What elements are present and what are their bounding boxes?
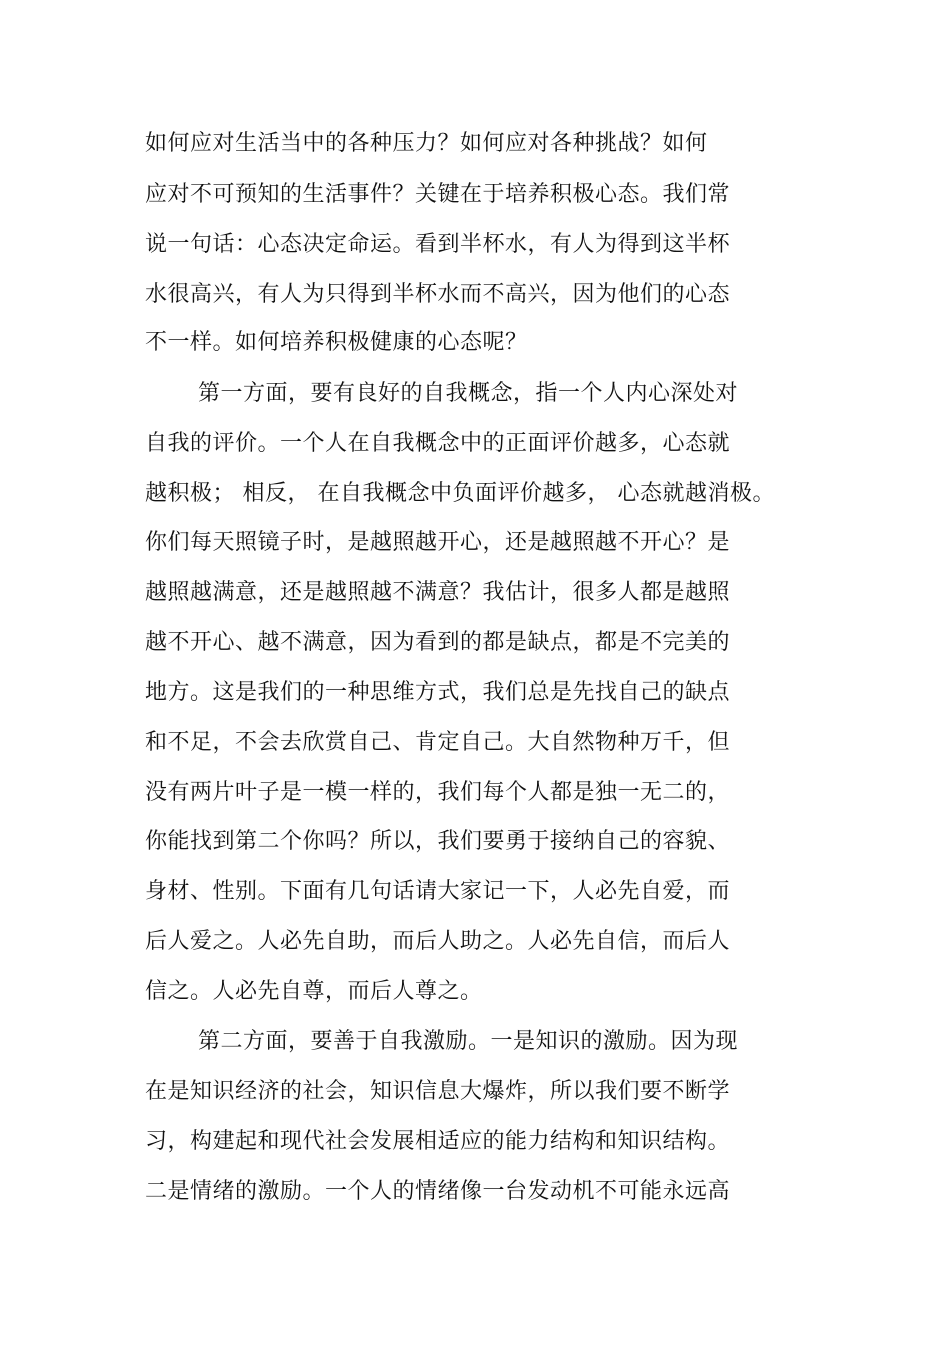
text-line: 没有两片叶子是一模一样的，我们每个人都是独一无二的，	[145, 780, 731, 805]
paragraph-start-line: 第一方面，要有良好的自我概念，指一个人内心深处对	[198, 381, 739, 406]
text-line: 和不足，不会去欣赏自己、肯定自己。大自然物种万千，但	[145, 730, 731, 755]
text-line: 自我的评价。一个人在自我概念中的正面评价越多，心态就	[145, 431, 731, 456]
text-line: 水很高兴，有人为只得到半杯水而不高兴，因为他们的心态	[145, 282, 731, 307]
text-line: 地方。这是我们的一种思维方式，我们总是先找自己的缺点	[145, 680, 731, 705]
text-line: 你能找到第二个你吗？所以，我们要勇于接纳自己的容貌、	[145, 829, 731, 854]
text-line: 身材、性别。下面有几句话请大家记一下，人必先自爱，而	[145, 879, 731, 904]
text-line: 说一句话：心态决定命运。看到半杯水，有人为得到这半杯	[145, 232, 731, 257]
text-line: 越积极； 相反， 在自我概念中负面评价越多， 心态就越消极。	[145, 481, 775, 506]
text-line: 二是情绪的激励。一个人的情绪像一台发动机不可能永远高	[145, 1179, 731, 1204]
text-line: 信之。人必先自尊，而后人尊之。	[145, 979, 483, 1004]
text-line: 如何应对生活当中的各种压力？如何应对各种挑战？如何	[145, 131, 708, 156]
text-line: 后人爱之。人必先自助，而后人助之。人必先自信，而后人	[145, 929, 731, 954]
text-line: 不一样。如何培养积极健康的心态呢？	[145, 330, 528, 355]
text-line: 你们每天照镜子时，是越照越开心，还是越照越不开心？是	[145, 530, 731, 555]
text-line: 越照越满意，还是越照越不满意？我估计，很多人都是越照	[145, 580, 731, 605]
text-line: 在是知识经济的社会，知识信息大爆炸，所以我们要不断学	[145, 1079, 731, 1104]
text-line: 习，构建起和现代社会发展相适应的能力结构和知识结构。	[145, 1129, 731, 1154]
paragraph-start-line: 第二方面，要善于自我激励。一是知识的激励。因为现	[198, 1029, 739, 1054]
text-line: 越不开心、越不满意，因为看到的都是缺点，都是不完美的	[145, 630, 731, 655]
text-line: 应对不可预知的生活事件？关键在于培养积极心态。我们常	[145, 182, 731, 207]
